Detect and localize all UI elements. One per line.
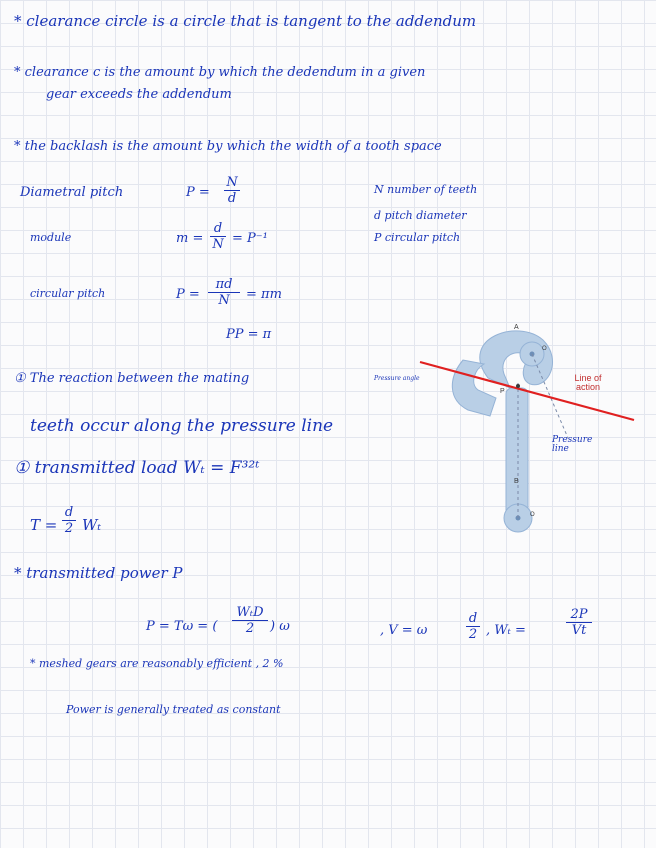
power-numerator: WₜD (236, 605, 264, 620)
pressure-line-label: Pressure line (552, 435, 593, 455)
wt-denominator: Vt (571, 623, 587, 638)
module-numerator: d (213, 221, 223, 236)
lower-vertical-link (506, 388, 528, 518)
torque-fraction (62, 506, 76, 535)
torque-eq-rhs: Wₜ (82, 516, 102, 534)
pressure-angle-label: Pressure angle (374, 375, 420, 382)
power-eq-rhs: ) ω (270, 619, 290, 634)
legend-d: d pitch diameter (374, 209, 467, 222)
note-backlash: * the backlash is the amount by which the width of a tooth space (14, 139, 442, 154)
module-label: module (30, 231, 72, 244)
note-clearance-circle: * clearance circle is a circle that is tangent to the addendum (14, 12, 477, 30)
velocity-fraction (466, 612, 480, 641)
diametral-eq-lhs: P = (186, 185, 210, 200)
torque-eq-lhs: T = (30, 516, 58, 534)
power-eq-lhs: P = Tω = ( (146, 619, 218, 634)
gear-linkage-figure (374, 318, 638, 550)
note-clearance-c: * clearance c is the amount by which the dedendum in a given (14, 65, 426, 80)
torque-denominator: 2 (64, 521, 74, 536)
circular-eq-rhs: = πm (246, 287, 282, 302)
power-fraction (232, 606, 268, 635)
linkage-diagram (418, 318, 638, 550)
point-b-label: B (514, 478, 519, 485)
wt-eq-lhs: , Wₜ = (486, 623, 526, 638)
wt-numerator: 2P (570, 607, 588, 622)
circular-fraction (208, 278, 240, 307)
point-o2-label: O (530, 512, 535, 518)
torque-numerator: d (64, 505, 74, 520)
circular-pitch-label: circular pitch (30, 287, 106, 300)
transmitted-load: ① transmitted load Wₜ = F³²ᵗ (14, 458, 260, 478)
legend-p: P circular pitch (374, 231, 461, 244)
diametral-fraction (224, 176, 240, 205)
note-meshed-gears: * meshed gears are reasonably efficient , 2 % (30, 657, 284, 670)
module-fraction (210, 222, 226, 251)
circular-denominator: N (218, 293, 230, 308)
point-o1-label: O (542, 346, 547, 352)
circular-numerator: πd (215, 277, 233, 292)
module-eq-lhs: m = (176, 231, 204, 246)
note-clearance-c-cont: gear exceeds the addendum (46, 87, 232, 102)
note-reaction-cont: teeth occur along the pressure line (30, 416, 334, 436)
velocity-eq-lhs: , V = ω (380, 623, 428, 638)
circular-eq-lhs: P = (176, 287, 200, 302)
velocity-numerator: d (468, 611, 478, 626)
transmitted-power: * transmitted power P (14, 564, 183, 582)
point-p-marker (516, 384, 520, 388)
velocity-denominator: 2 (468, 627, 478, 642)
power-denominator: 2 (245, 621, 255, 636)
pp-equation: PP = π (226, 327, 272, 342)
diametral-pitch-label: Diametral pitch (20, 185, 124, 200)
note-power-constant: Power is generally treated as constant (66, 703, 281, 716)
module-denominator: N (212, 237, 224, 252)
wt-fraction (566, 608, 592, 637)
module-eq-rhs: = P⁻¹ (232, 231, 268, 246)
diametral-denominator: d (227, 191, 237, 206)
note-reaction: ① The reaction between the mating (14, 371, 250, 386)
line-of-action-label: Line of action (574, 373, 602, 393)
legend-n: N number of teeth (374, 183, 478, 196)
point-p-label: P (500, 388, 505, 395)
point-a-label: A (514, 324, 519, 331)
diametral-numerator: N (226, 175, 238, 190)
